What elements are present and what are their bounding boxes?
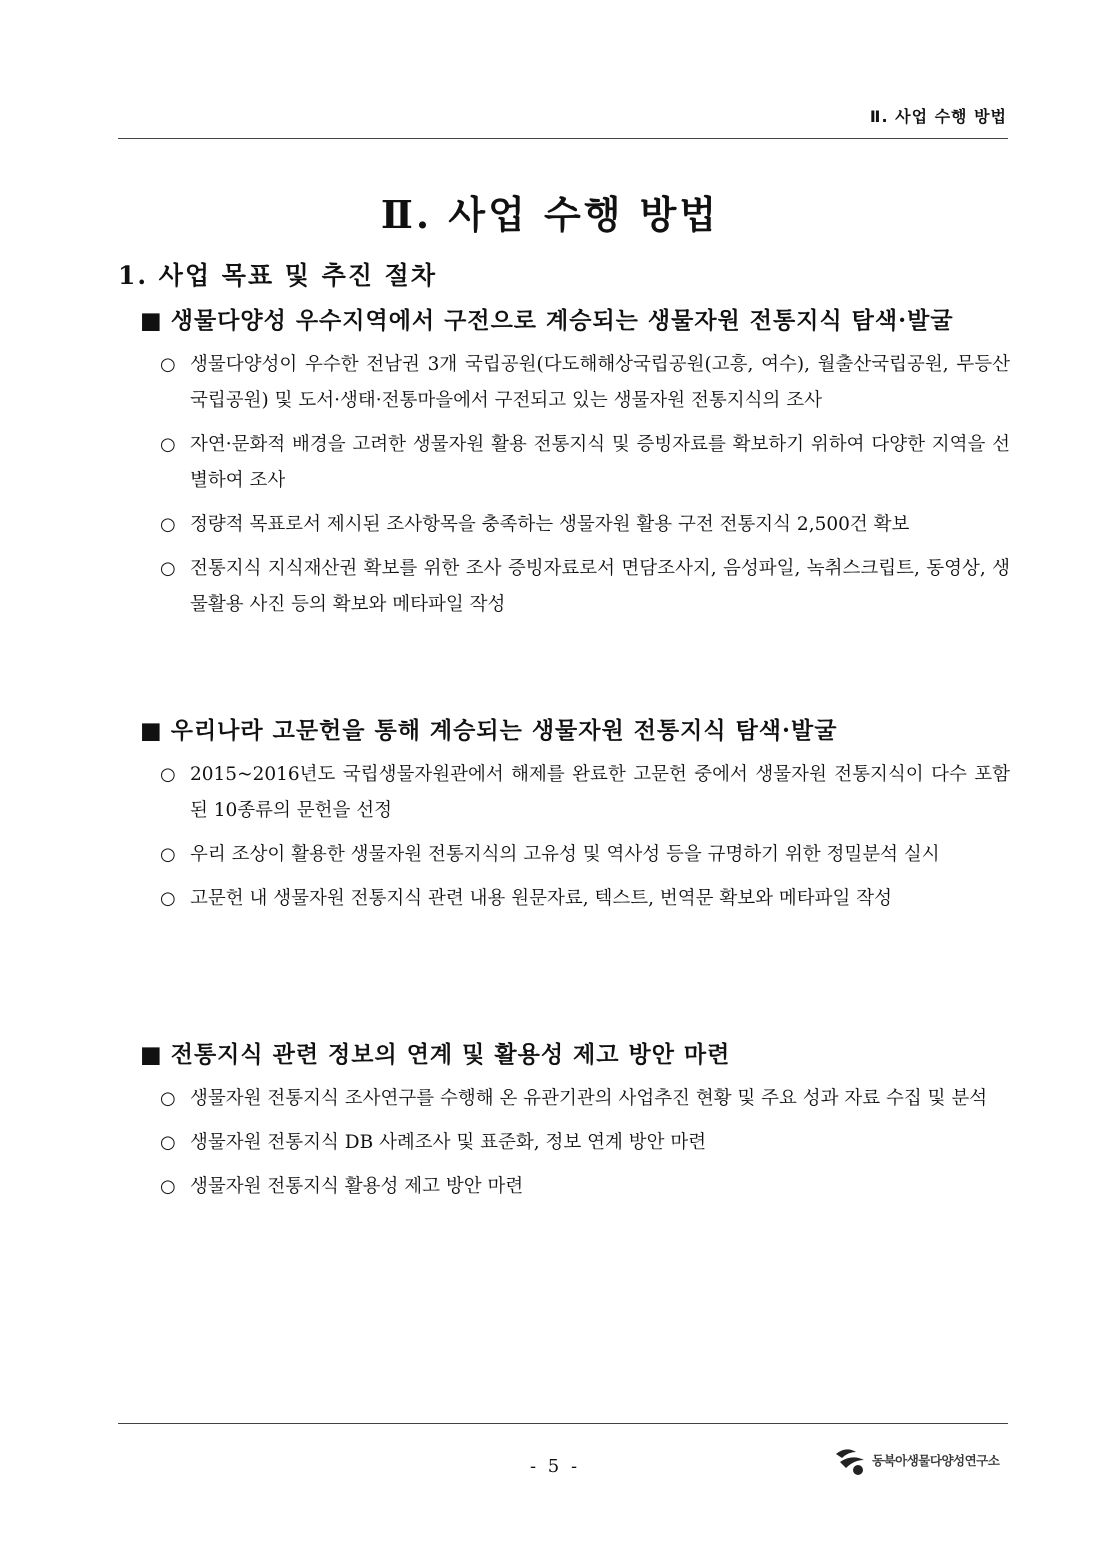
list-item [140, 881, 1010, 917]
black-square-icon: ■ [140, 1042, 163, 1068]
org-name: 동북아생물다양성연구소 [872, 1453, 1000, 1468]
circle-icon: ○ [160, 558, 176, 579]
circle-icon: ○ [160, 434, 176, 455]
circle-icon: ○ [160, 844, 176, 865]
subsection-3 [140, 1036, 1010, 1205]
subsection-heading [140, 712, 1010, 745]
circle-icon: ○ [160, 888, 176, 909]
list-item [140, 1081, 1010, 1117]
bullet-text: 생물자원 전통지식 활용성 제고 방안 마련 [190, 1176, 524, 1197]
page-title: Ⅱ. 사업 수행 방법 [380, 192, 720, 237]
list-item [140, 837, 1010, 873]
bullet-text: 고문헌 내 생물자원 전통지식 관련 내용 원문자료, 텍스트, 번역문 확보와 메타파일 작성 [190, 888, 892, 909]
section-title: 1. 사업 목표 및 추진 절차 [118, 261, 437, 290]
bullet-text: 전통지식 지식재산권 확보를 위한 조사 증빙자료로서 면담조사지, 음성파일, 녹취스크립트, 동영상, 생물활용 사진 등의 확보와 메타파일 작성 [190, 558, 1010, 615]
circle-icon: ○ [160, 514, 176, 535]
bullet-list [140, 757, 1010, 917]
list-item [140, 507, 1010, 543]
bullet-text: 정량적 목표로서 제시된 조사항목을 충족하는 생물자원 활용 구전 전통지식 2,500건 확보 [190, 514, 910, 535]
bullet-text: 생물다양성이 우수한 전남권 3개 국립공원(다도해해상국립공원(고흥, 여수), 월출산국립공원, 무등산국립공원) 및 도서·생태·전통마을에서 구전되고 있는 생물자원 전통지식의 조사 [190, 354, 1010, 411]
bullet-text: 우리 조상이 활용한 생물자원 전통지식의 고유성 및 역사성 등을 규명하기 위한 정밀분석 실시 [190, 844, 940, 865]
subsection-2 [140, 712, 1010, 917]
circle-icon: ○ [160, 1176, 176, 1197]
black-square-icon: ■ [140, 308, 163, 334]
org-logo [834, 1444, 999, 1476]
running-header: Ⅱ. 사업 수행 방법 [869, 107, 1007, 126]
subsection-1 [140, 302, 1010, 623]
footer-rule [118, 1423, 1008, 1424]
bullet-text: 자연·문화적 배경을 고려한 생물자원 활용 전통지식 및 증빙자료를 확보하기 위하여 다양한 지역을 선별하여 조사 [190, 434, 1010, 491]
subsection-heading-text: 전통지식 관련 정보의 연계 및 활용성 제고 방안 마련 [170, 1041, 731, 1068]
bullet-list [140, 1081, 1010, 1205]
circle-icon: ○ [160, 354, 176, 375]
bullet-text: 2015~2016년도 국립생물자원관에서 해제를 완료한 고문헌 중에서 생물자원 전통지식이 다수 포함된 10종류의 문헌을 선정 [190, 764, 1010, 821]
org-logo-icon [834, 1444, 870, 1476]
bullet-text: 생물자원 전통지식 DB 사례조사 및 표준화, 정보 연계 방안 마련 [190, 1132, 707, 1153]
list-item [140, 1125, 1010, 1161]
page-number: - 5 - [529, 1456, 581, 1477]
bullet-text: 생물자원 전통지식 조사연구를 수행해 온 유관기관의 사업추진 현황 및 주요 성과 자료 수집 및 분석 [190, 1088, 988, 1109]
list-item [140, 427, 1010, 499]
list-item [140, 757, 1010, 829]
subsection-heading-text: 생물다양성 우수지역에서 구전으로 계승되는 생물자원 전통지식 탐색·발굴 [170, 307, 954, 334]
black-square-icon: ■ [140, 718, 163, 744]
bullet-list [140, 347, 1010, 623]
subsection-heading [140, 302, 1010, 335]
circle-icon: ○ [160, 1088, 176, 1109]
circle-icon: ○ [160, 764, 176, 785]
list-item [140, 347, 1010, 419]
circle-icon: ○ [160, 1132, 176, 1153]
subsection-heading-text: 우리나라 고문헌을 통해 계승되는 생물자원 전통지식 탐색·발굴 [170, 717, 838, 744]
header-rule [118, 138, 1008, 139]
subsection-heading [140, 1036, 1010, 1069]
list-item [140, 1169, 1010, 1205]
list-item [140, 551, 1010, 623]
